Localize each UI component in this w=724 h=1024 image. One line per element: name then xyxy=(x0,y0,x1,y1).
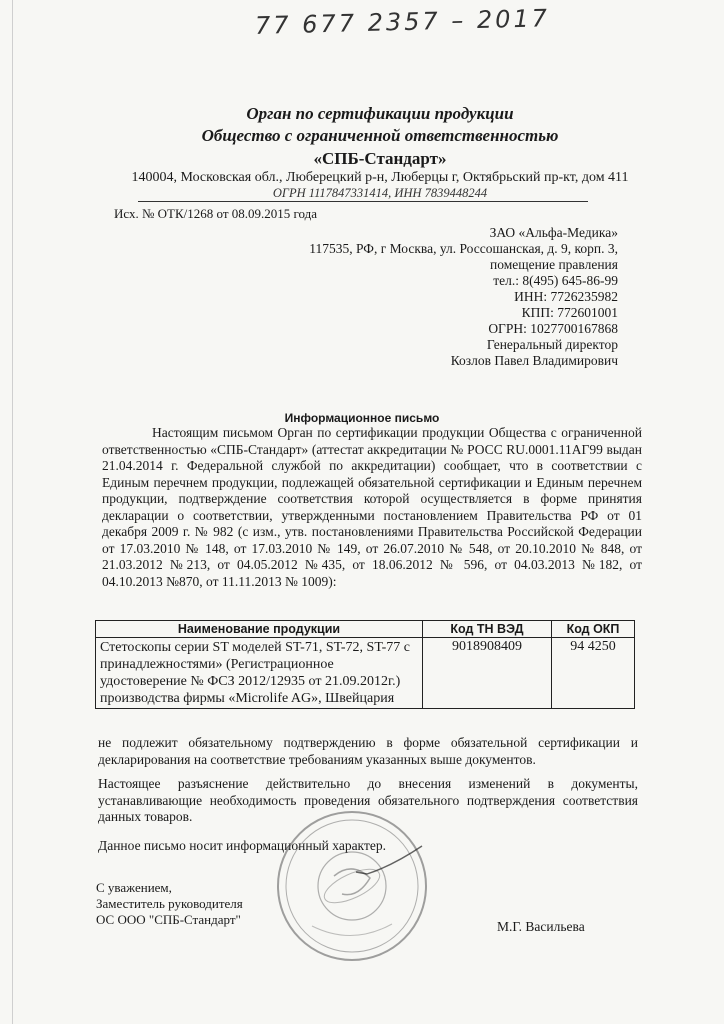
header-company-name: «СПБ-Стандарт» xyxy=(313,149,447,168)
recipient-phone: тел.: 8(495) 645-86-99 xyxy=(493,273,618,288)
outgoing-reference: Исх. № ОТК/1268 от 08.09.2015 года xyxy=(114,206,318,221)
scan-edge xyxy=(12,0,13,1024)
handwritten-note: 77 677 2357 – 2017 xyxy=(254,4,551,40)
header-address: 140004, Московская обл., Люберецкий р-н, Люберцы г, Октябрьский пр-кт, дом 411 xyxy=(131,170,629,185)
signature-position: Заместитель руководителя xyxy=(96,896,243,911)
letter-body: Настоящим письмом Орган по сертификации продукции Общества с ограниченной ответственностью «СПБ-Стандарт» (аттестат аккредитации № РОСС RU.0001.11АГ99 выдан 21.04.2014 г. Федеральной службой по аккредитации) сообщает, что в соответствии с Единым перечнем продукции, подлежащей обязательной сертификации и Единым перечнем продукции, подтверждение соответствия которой осуществляется в форме принятия декларации о соответствии, утвержденными постановлением Правительства РФ от 01 декабря 2009 г. № 982 (с изм., утв. постановлениями Правительства Российской Федерации от 17.03.2010 № 148, от 17.03.2010 № 149, от 26.07.2010 № 548, от 20.10.2010 № 848, от 21.03.2012 №213, от 04.05.2012 №435, от 18.06.2012 № 596, от 04.03.2013 №182, от 04.10.2013 №870, от 11.11.2013 № 1009): xyxy=(102,425,642,589)
table-header-row xyxy=(96,621,635,638)
tnved-code-cell: 9018908409 xyxy=(423,638,552,709)
column-header-name: Наименование продукции xyxy=(96,621,423,638)
recipient-address: 117535, РФ, г Москва, ул. Россошанская, д. 9, корп. 3, помещение правления xyxy=(309,241,618,272)
recipient-position: Генеральный директор xyxy=(486,337,618,352)
header-company-type: Общество с ограниченной ответственностью xyxy=(201,126,559,145)
letter-title: Информационное письмо xyxy=(284,411,440,425)
table-row xyxy=(96,638,635,709)
okp-code-cell: 94 4250 xyxy=(552,638,635,709)
recipient-company: ЗАО «Альфа-Медика» xyxy=(489,225,618,240)
column-header-okp: Код ОКП xyxy=(552,621,635,638)
info-note: Данное письмо носит информационный характер. xyxy=(98,838,386,853)
product-name-cell: Стетоскопы серии ST моделей ST-71, ST-72, ST-77 с принадлежностями» (Регистрационное удостоверение № ФСЗ 2012/12935 от 21.09.2012г.) производства фирмы «Microlife AG», Швейцария xyxy=(96,638,423,709)
signer-name: М.Г. Васильева xyxy=(497,919,585,934)
header-org-line: Орган по сертификации продукции xyxy=(246,104,514,123)
recipient-name: Козлов Павел Владимирович xyxy=(450,353,618,368)
signature-block xyxy=(96,880,243,928)
after-table-text: не подлежит обязательному подтверждению в форме обязательной сертификации и декларирования на соответствие требованиям указанных выше документов. xyxy=(98,735,638,767)
clarification-text: Настоящее разъяснение действительно до внесения изменений в документы, устанавливающие необходимость проведения обязательного подтверждения соответствия данных товаров. xyxy=(98,776,638,824)
header-rule xyxy=(138,201,588,202)
signature-greeting: С уважением, xyxy=(96,880,172,895)
signature-organization: ОС ООО "СПБ-Стандарт" xyxy=(96,912,241,927)
product-table xyxy=(95,620,635,709)
recipient-ogrn: ОГРН: 1027700167868 xyxy=(488,321,618,336)
recipient-inn: ИНН: 7726235982 xyxy=(514,289,618,304)
official-seal-stamp xyxy=(272,806,432,966)
recipient-block xyxy=(298,225,618,369)
header-registration: ОГРН 1117847331414, ИНН 7839448244 xyxy=(272,186,488,200)
column-header-tnved: Код ТН ВЭД xyxy=(423,621,552,638)
recipient-kpp: КПП: 772601001 xyxy=(521,305,618,320)
